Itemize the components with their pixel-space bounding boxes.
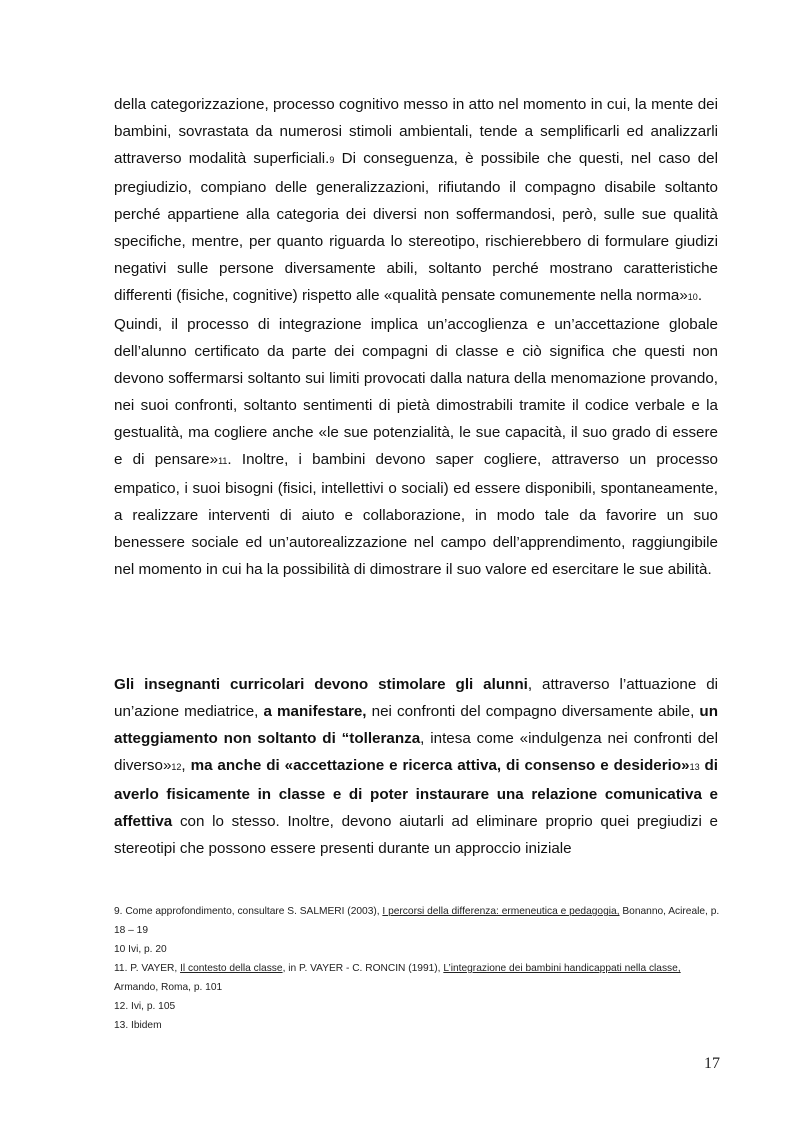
page-number: 17 (704, 1055, 720, 1072)
footnote-ref-9[interactable]: 9 (329, 155, 335, 165)
footnote-11-title-2: L’integrazione dei bambini handicappati nella classe, (443, 963, 681, 974)
footnote-ref-10[interactable]: 10 (687, 292, 698, 302)
footnote-11-title-1: Il contesto della classe (180, 963, 283, 974)
body-text-block-2 (114, 671, 718, 862)
footnote-ref-13[interactable]: 13 (689, 762, 700, 772)
footnote-11: 11. P. VAYER, Il contesto della classe, in P. VAYER - C. RONCIN (1991), L’integrazione dei bambini handicappati nella classe, Armando, Roma, p. 101 (114, 963, 681, 993)
paragraph-teachers: Gli insegnanti curricolari devono stimolare gli alunni, attraverso l’attuazione di un’azione mediatrice, a manifestare, nei confronti del compagno diversamente abile, un atteggiamento non soltanto di “tolleranza, intesa come «indulgenza nei confronti del diverso»12, ma anche di «accettazione e ricerca attiva, di consenso e desiderio»13 di averlo fisicamente in classe e di poter instaurare una relazione comunicativa e affettiva con lo stesso. Inoltre, devono aiutarli ad eliminare proprio quei pregiudizi e stereotipi che possono essere presenti durante un approccio iniziale (114, 676, 719, 857)
footnote-ref-11[interactable]: 11 (218, 456, 228, 466)
paragraph-categorization: della categorizzazione, processo cognitivo messo in atto nel momento in cui, la mente dei bambini, sovrastata da numerosi stimoli ambientali, tende a semplificarli ed analizzarli attraverso modalità superficiali.9 Di conseguenza, è possibile che questi, nel caso del pregiudizio, compiano delle generalizzazioni, rifiutando il compagno disabile soltanto perché appartiene alla categoria dei diversi non soffermandosi, però, sulle sue qualità specifiche, mentre, per quanto riguarda lo stereotipo, rischierebbero di formulare giudizi negativi sulle persone diversamente abili, soltanto perché mostrano caratteristiche differenti (fisiche, cognitive) rispetto alle «qualità pensate comunemente nella norma»10. (114, 96, 718, 304)
paragraph-integration: Quindi, il processo di integrazione implica un’accoglienza e un’accettazione globale dell’alunno certificato da parte dei compagni di classe e ciò significa che questi non devono soffermarsi soltanto sui limiti provocati dalla natura della menomazione provando, nei suoi confronti, soltanto sentimenti di pietà dimostrabili tramite il codice verbale e la gestualità, ma cogliere anche «le sue potenzialità, le sue capacità, il suo grado di essere e di pensare»11. Inoltre, i bambini devono saper cogliere, attraverso un processo empatico, i suoi bisogni (fisici, intellettivi o sociali) ed essere disponibili, spontaneamente, a realizzare interventi di aiuto e collaborazione, in modo tale da favorire un suo benessere sociale ed un’autorealizzazione nel campo dell’apprendimento, raggiungibile nel momento in cui ha la possibilità di dimostrare il suo valore ed esercitare le sue abilità. (114, 316, 718, 578)
footnote-12: 12. Ivi, p. 105 (114, 1001, 176, 1012)
footnote-9-title: I percorsi della differenza: ermeneutica e pedagogia, (382, 906, 620, 917)
footnote-9: 9. Come approfondimento, consultare S. SALMERI (2003), I percorsi della differenza: ermeneutica e pedagogia, Bonanno, Acireale, p. 18 – 19 (114, 906, 720, 936)
body-text-block-1 (114, 91, 718, 583)
footnote-10: 10 Ivi, p. 20 (114, 944, 167, 955)
footnote-13: 13. Ibidem (114, 1020, 162, 1031)
footnotes (114, 902, 720, 1035)
footnote-ref-12[interactable]: 12 (171, 762, 182, 772)
